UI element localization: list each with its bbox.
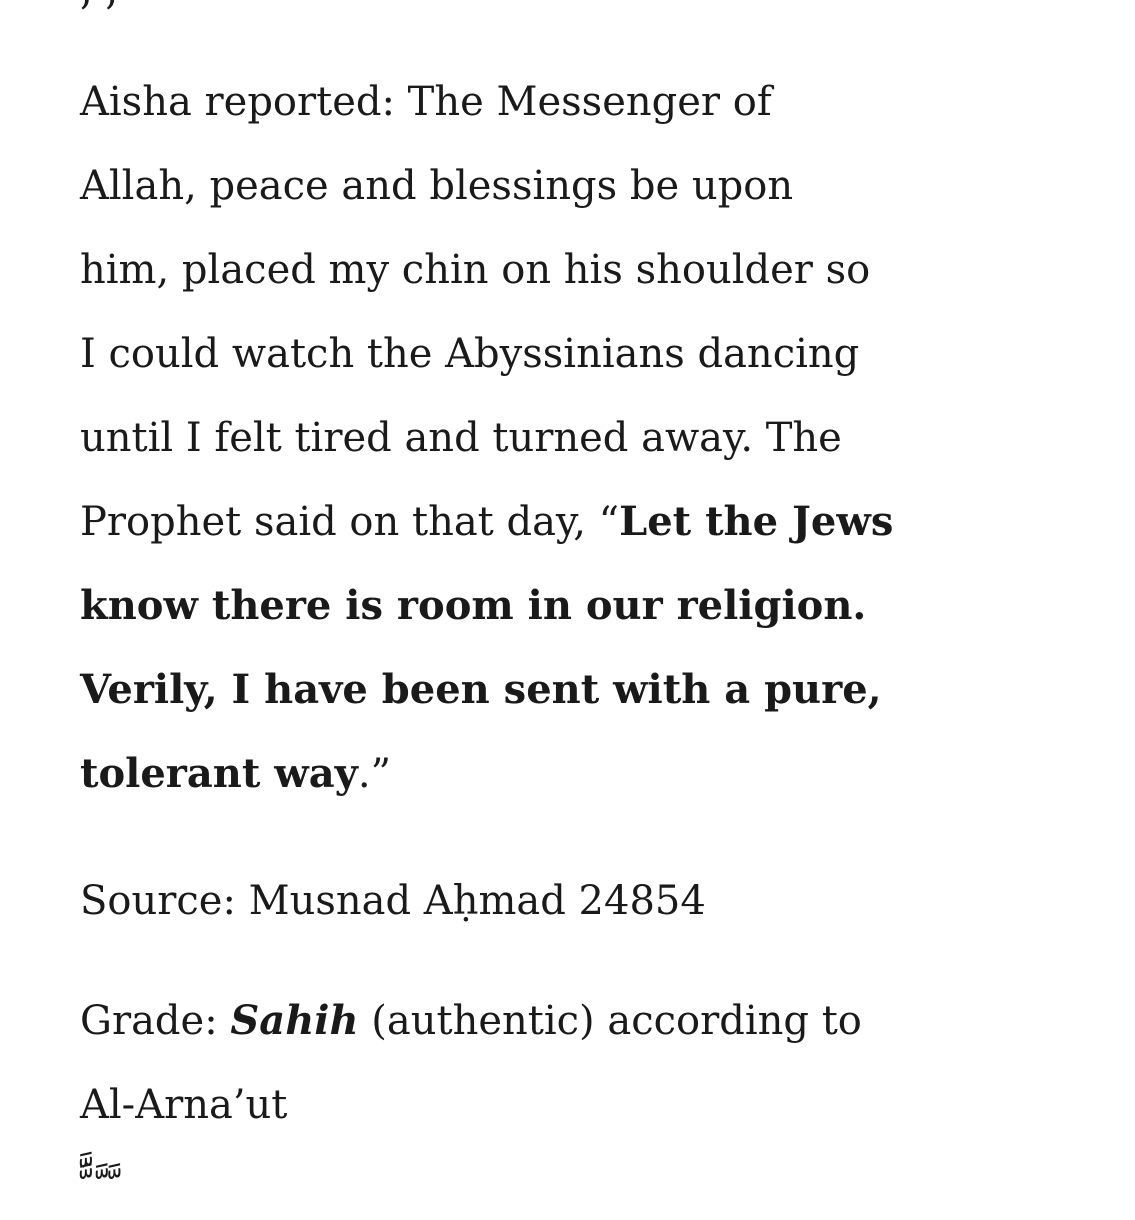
source-text: Source: Musnad Aḥmad 24854 [80,878,706,924]
hadith-line: Allah, peace and blessings be upon [80,163,794,209]
grade-paragraph [80,979,862,1147]
quote-bold-text: know there is room in our religion. [80,582,867,629]
hadith-line: him, placed my chin on his shoulder so [80,247,871,293]
quote-bold-text: Let the Jews [619,498,894,545]
hadith-line: Prophet said on that day, “ [80,499,620,545]
quote-bold-text: tolerant way [80,750,358,797]
bottom-cut-text: َّ َّ َّ َّ [80,1167,118,1213]
hadith-line: Aisha reported: The Messenger of [80,79,772,125]
hadith-document [80,0,1070,1213]
grade-rest: (authentic) according to [358,998,862,1044]
top-cut-text [80,0,118,12]
quote-close: .” [357,751,392,797]
grade-label: Grade: [80,998,231,1044]
grade-value: Sahih [230,997,359,1044]
source-citation [80,859,706,943]
quote-bold-text: Verily, I have been sent with a pure, [80,666,882,713]
hadith-paragraph [80,60,893,816]
hadith-line: until I felt tired and turned away. The [80,415,842,461]
hadith-line: I could watch the Abyssinians dancing [80,331,860,377]
grade-authority: Al-Arna’ut [80,1082,288,1128]
